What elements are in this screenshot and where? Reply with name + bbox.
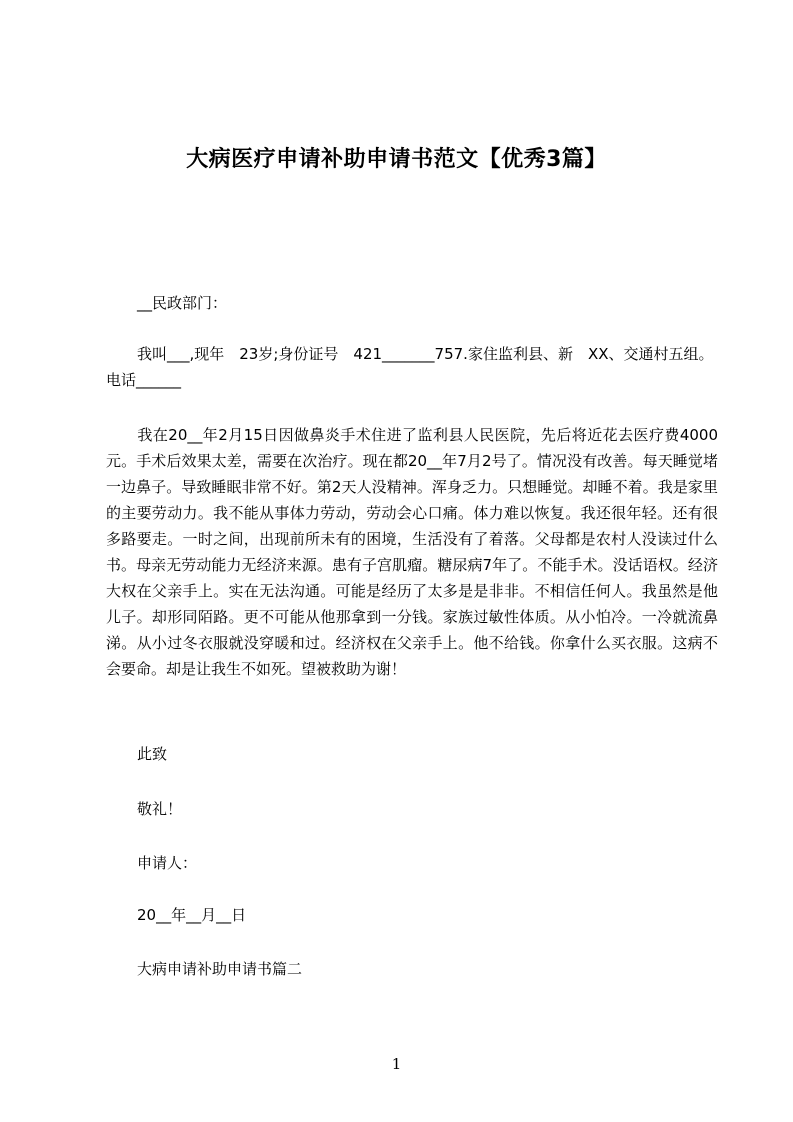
closing-line: 此致 [137,745,168,763]
intro-text: 我叫___,现年 23岁;身份证号 421_______757.家住监利县、新 XX、交通村五组。电话______ [106,345,714,389]
section-heading: 大病申请补助申请书篇二 [137,960,303,978]
page-number: 1 [391,1055,402,1073]
body-paragraph [106,422,718,682]
intro-paragraph [106,341,718,393]
document-title: 大病医疗申请补助申请书范文【优秀3篇】 [186,147,607,172]
body-text: 我在20__年2月15日因做鼻炎手术住进了监利县人民医院，先后将近花去医疗费4000元。手术后效果太差，需要在次治疗。现在都20__年7月2号了。情况没有改善。每天睡觉堵一边鼻子。导致睡眠非常不好。第2天人没精神。浑身乏力。只想睡觉。却睡不着。我是家里的主要劳动力。我不能从事体力劳动，劳动会心口痛。体力难以恢复。我还很年轻。还有很多路要走。一时之间，出现前所未有的困境，生活没有了着落。父母都是农村人没读过什么书。母亲无劳动能力无经济来源。患有子宫肌瘤。糖尿病7年了。不能手术。没话语权。经济大权在父亲手上。实在无法沟通。可能是经历了太多是是非非。不相信任何人。我虽然是他儿子。却形同陌路。更不可能从他那拿到一分钱。家族过敏性体质。从小怕冷。一冷就流鼻涕。从小过冬衣服就没穿暖和过。经济权在父亲手上。他不给钱。你拿什么买衣服。这病不会要命。却是让我生不如死。望被救助为谢！ [106,426,718,678]
date-line: 20__年__月__日 [137,906,247,924]
salutation: __民政部门： [137,294,228,312]
applicant-line: 申请人： [137,854,198,872]
regards-line: 敬礼！ [137,800,183,818]
